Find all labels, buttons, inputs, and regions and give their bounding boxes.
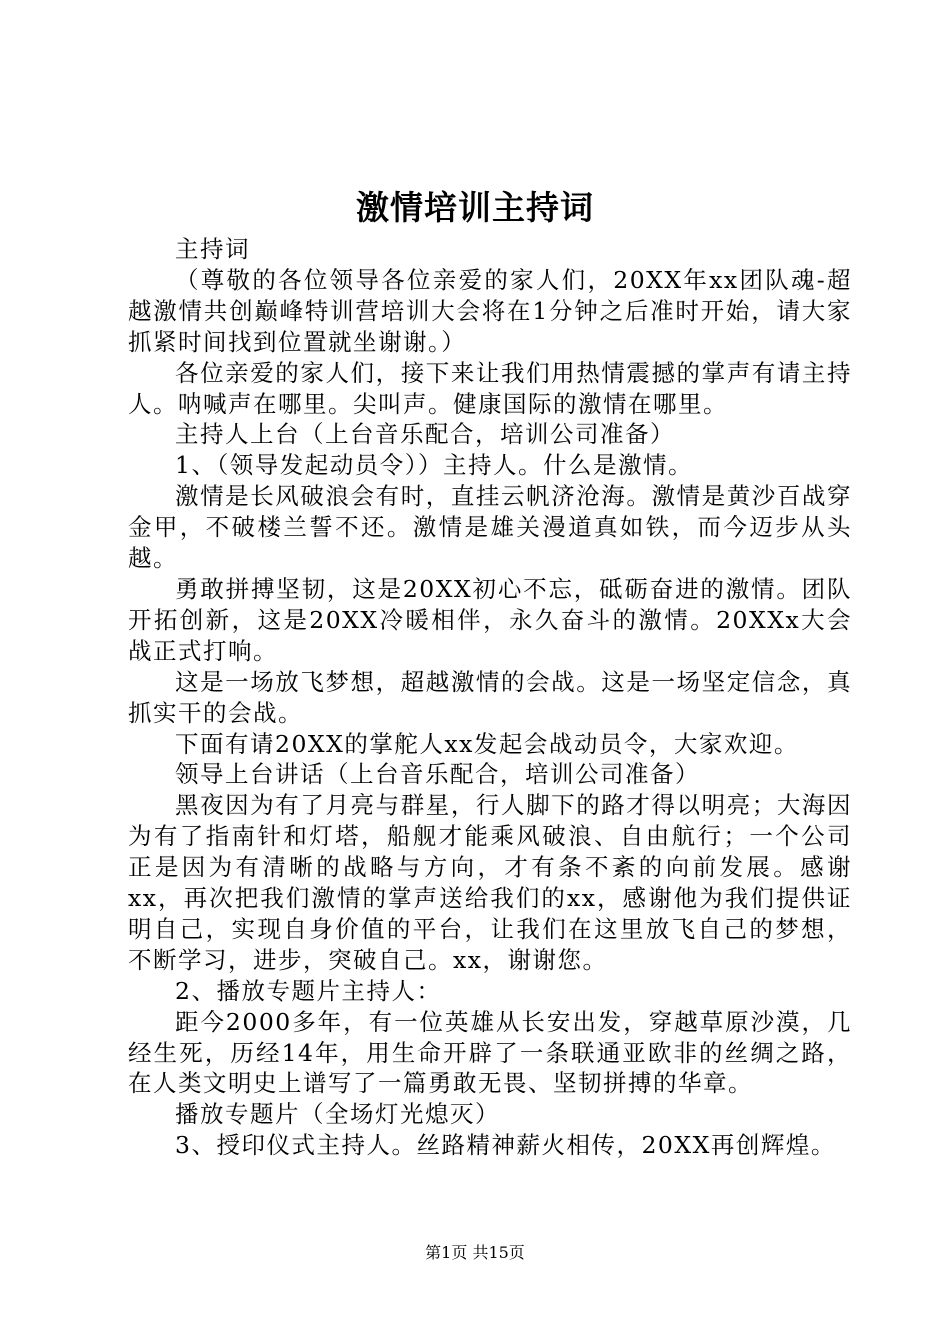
paragraph: 激情是长风破浪会有时，直挂云帆济沧海。激情是黄沙百战穿金甲，不破楼兰誓不还。激情是雄关漫道真如铁，而今迈步从头越。 [128,482,852,573]
paragraph: 勇敢拼搏坚韧，这是20XX初心不忘，砥砺奋进的激情。团队开拓创新，这是20XX冷暖相伴，永久奋斗的激情。20XXx大会战正式打响。 [128,574,852,665]
paragraph: 距今2000多年，有一位英雄从长安出发，穿越草原沙漠，几经生死，历经14年，用生命开辟了一条联通亚欧非的丝绸之路，在人类文明史上谱写了一篇勇敢无畏、坚韧拼搏的华章。 [128,1007,852,1098]
document-body [128,234,852,1161]
paragraph: 下面有请20XX的掌舵人xx发起会战动员令，大家欢迎。 [175,729,799,758]
paragraph: 主持词 [175,235,250,263]
paragraph: （尊敬的各位领导各位亲爱的家人们，20XX年xx团队魂-超越激情共创巅峰特训营培训大会将在1分钟之后准时开始，请大家抓紧时间找到位置就坐谢谢。） [128,265,852,356]
paragraph: 领导上台讲话（上台音乐配合，培训公司准备） [175,760,700,789]
paragraph: 这是一场放飞梦想，超越激情的会战。这是一场坚定信念，真抓实干的会战。 [128,667,852,727]
paragraph: 黑夜因为有了月亮与群星，行人脚下的路才得以明亮；大海因为有了指南针和灯塔，船舰才能乘风破浪、自由航行；一个公司正是因为有清晰的战略与方向，才有条不紊的向前发展。感谢xx，再次把我们激情的掌声送给我们的xx，感谢他为我们提供证明自己，实现自身价值的平台，让我们在这里放飞自己的梦想，不断学习，进步，突破自己。xx，谢谢您。 [128,791,852,974]
page-footer: 第1页 共15页 [425,1243,525,1262]
paragraph: 3、授印仪式主持人。丝路精神薪火相传，20XX再创辉煌。 [175,1131,836,1160]
paragraph: 1、（领导发起动员令））主持人。什么是激情。 [175,451,693,480]
paragraph: 主持人上台（上台音乐配合，培训公司准备） [175,420,675,449]
paragraph: 各位亲爱的家人们，接下来让我们用热情震撼的掌声有请主持人。呐喊声在哪里。尖叫声。健康国际的激情在哪里。 [128,358,852,418]
document-title: 激情培训主持词 [356,188,594,227]
paragraph: 2、播放专题片主持人： [175,976,442,1005]
paragraph: 播放专题片（全场灯光熄灭） [175,1100,500,1129]
